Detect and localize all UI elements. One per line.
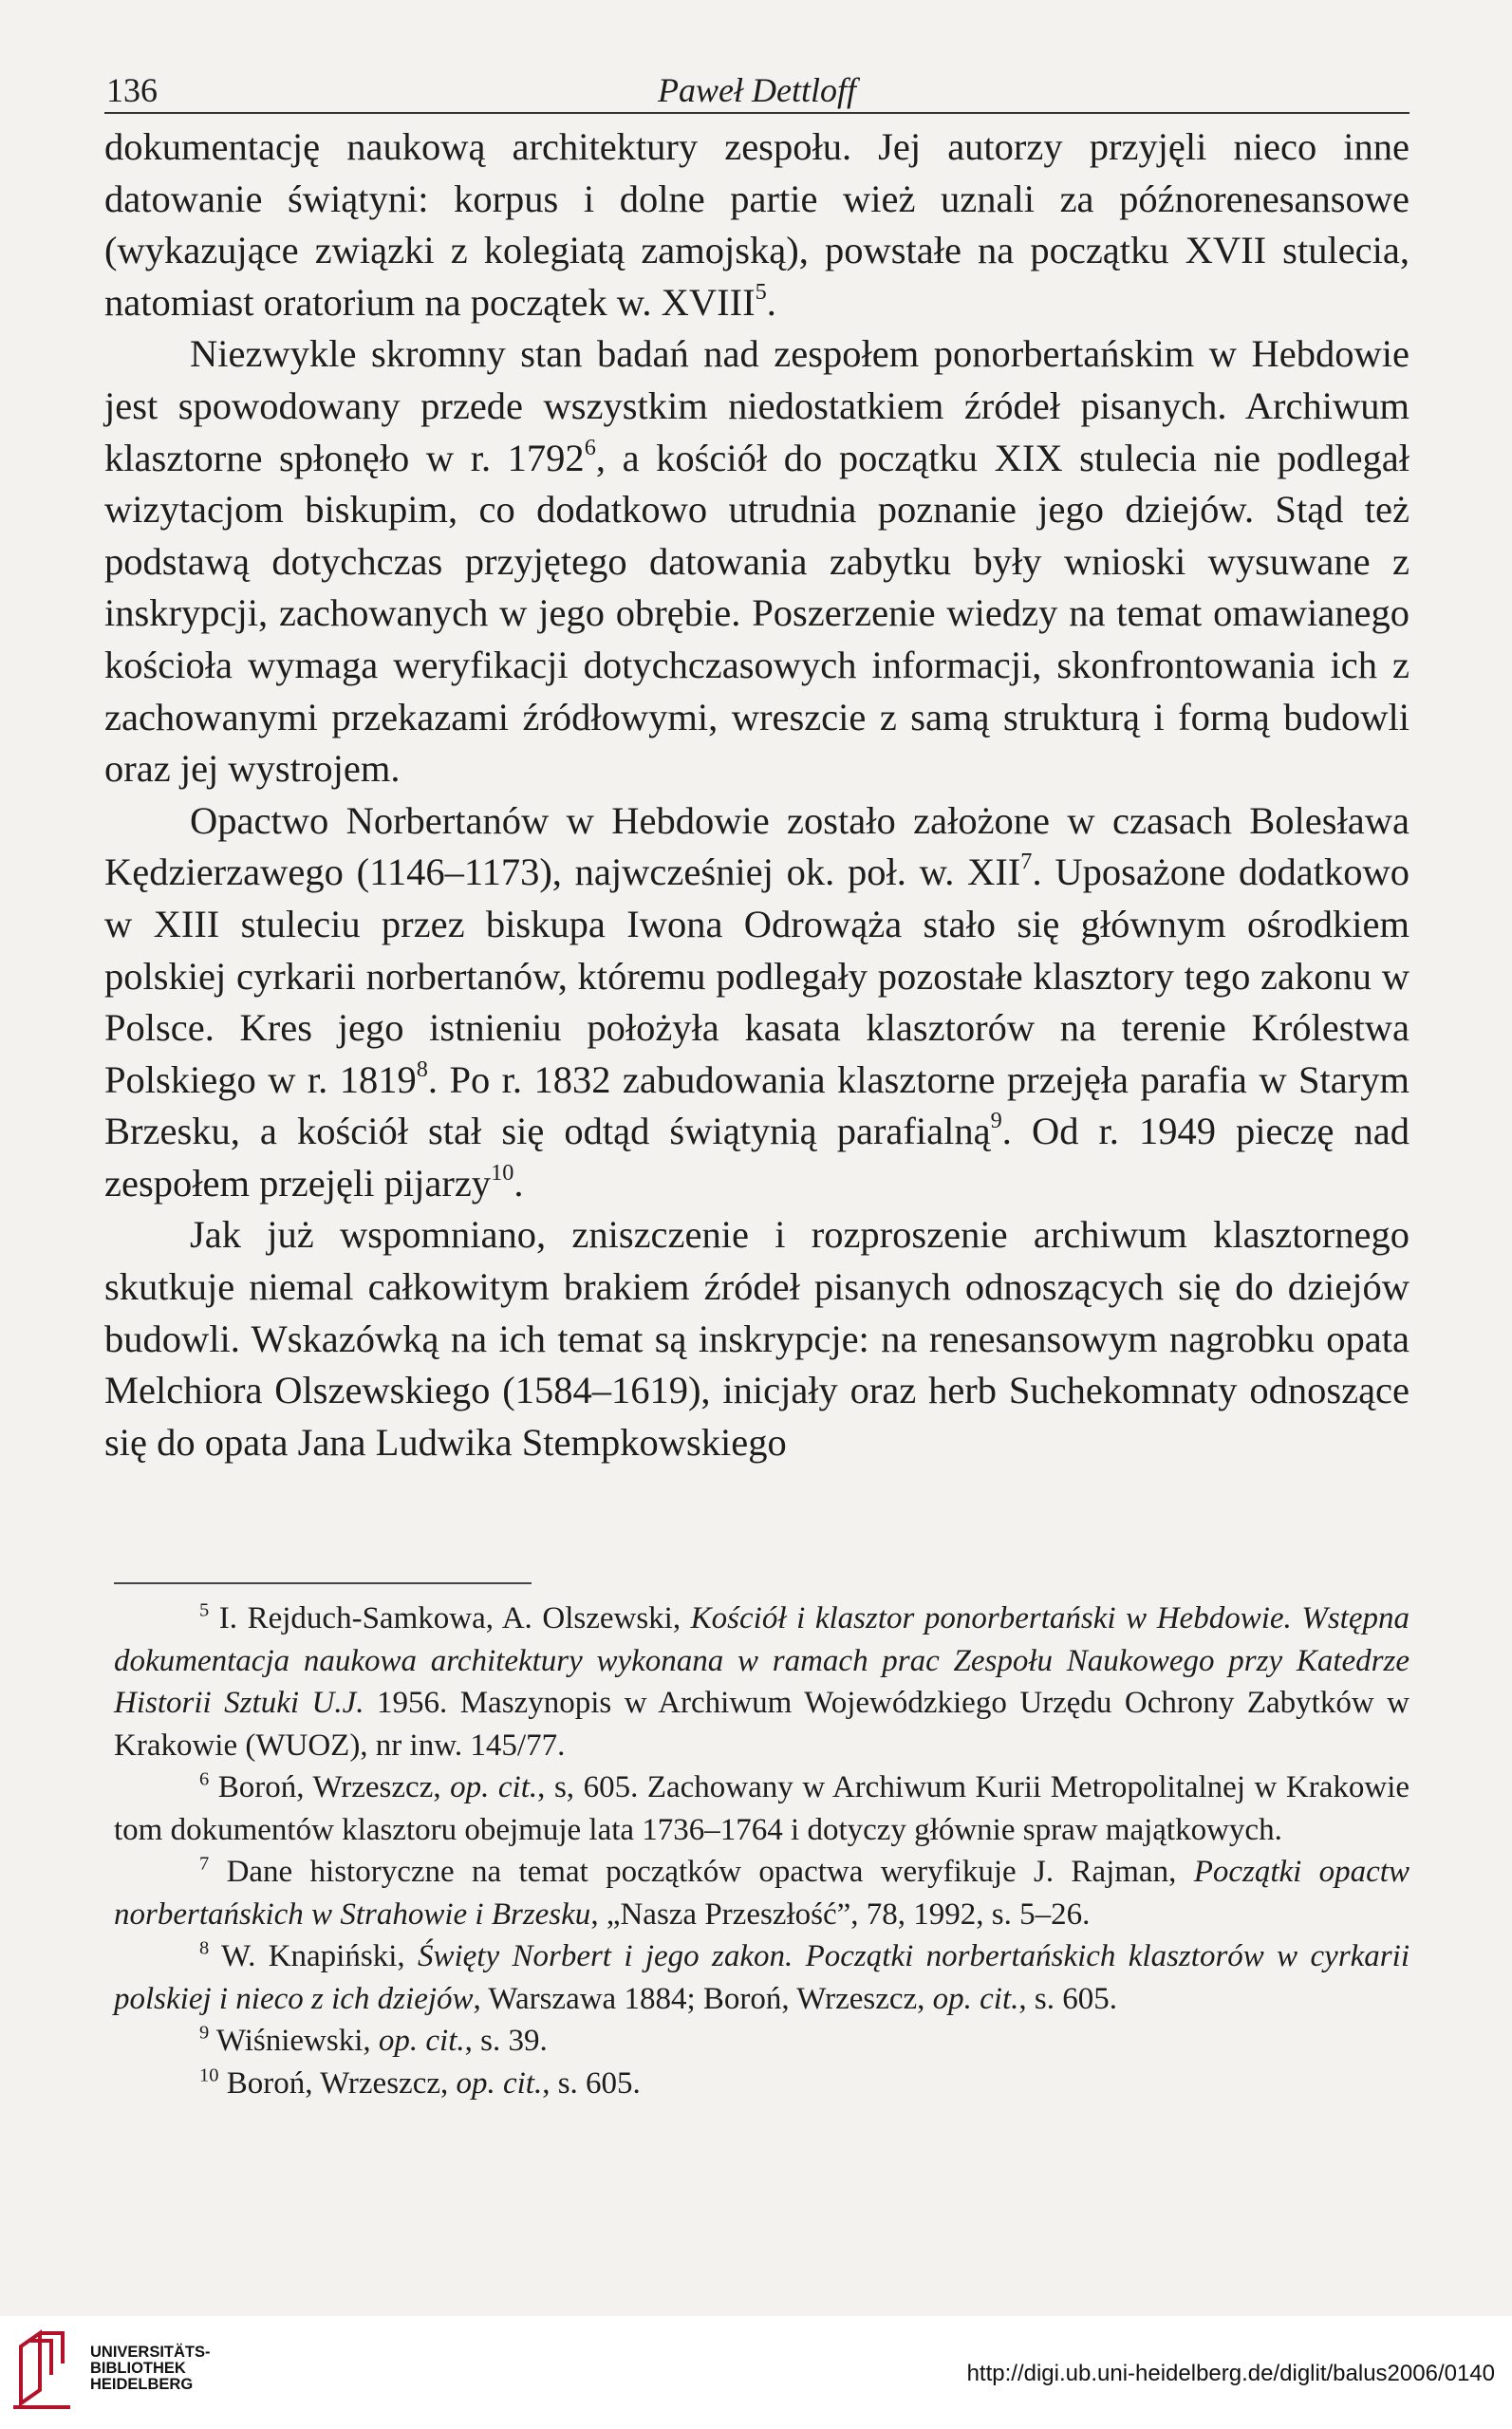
paragraph-text: . Od r. 1949 pieczę nad zespołem przejęli pijarzy bbox=[104, 1110, 1409, 1205]
footnote-ref: 7 bbox=[1020, 849, 1033, 875]
footnote bbox=[114, 1598, 1409, 1766]
paragraph-text: Jak już wspomniano, zniszczenie i rozproszenie archiwum klasztornego skutkuje niemal całkowitym brakiem źródeł pisanych odnoszących się do dziejów budowli. Wskazówką na ich temat są inskrypcje: na renesansowym nagrobku opata Melchiora Olszewskiego (1584–1619), inicjały oraz herb Suchekomnaty odnoszące się do opata Jana Ludwika Stempkowskiego bbox=[104, 1213, 1409, 1464]
paragraph-text: dokumentację naukową architektury zespołu. Jej autorzy przyjęli nieco inne datowanie świątyni: korpus i dolne partie wież uznali za późnorenesansowe (wykazujące związki z kolegiatą zamojską), powstałe na początku XVII stulecia, natomiast oratorium na początek w. XVIII bbox=[104, 125, 1409, 324]
footnote-ref: 9 bbox=[990, 1108, 1002, 1134]
footnote bbox=[114, 1766, 1409, 1851]
footnote-title: op. cit. bbox=[456, 2065, 543, 2101]
footnote-text: , „Nasza Przeszłość”, 78, 1992, s. 5–26. bbox=[590, 1896, 1091, 1932]
library-logo-icon bbox=[8, 2320, 79, 2410]
footnote-ref: 8 bbox=[416, 1056, 428, 1082]
page-number: 136 bbox=[106, 71, 158, 109]
footnote bbox=[114, 1935, 1409, 2020]
footnote-ref: 6 bbox=[584, 434, 596, 460]
footnote-separator bbox=[114, 1582, 532, 1584]
paragraph bbox=[104, 1209, 1409, 1468]
footnote bbox=[114, 2020, 1409, 2063]
footnote-title: Początki opactw norbertańskich w Strahowie i Brzesku bbox=[114, 1855, 1409, 1932]
paragraph bbox=[104, 795, 1409, 1210]
footnote-title: op. cit. bbox=[378, 2024, 465, 2058]
library-name-line: BIBLIOTHEK bbox=[90, 2360, 186, 2377]
footnote-text: , Warszawa 1884; Boroń, Wrzeszcz, bbox=[473, 1981, 933, 2016]
footnote-title: op. cit. bbox=[450, 1770, 538, 1804]
footnote-title: op. cit. bbox=[932, 1981, 1019, 2016]
source-url-link[interactable]: http://digi.ub.uni-heidelberg.de/diglit/balus2006/0140 bbox=[966, 2361, 1495, 2386]
footnote bbox=[114, 2063, 1409, 2105]
library-name-line: UNIVERSITÄTS- bbox=[90, 2344, 211, 2361]
footnote-text: W. Knapiński, bbox=[209, 1939, 418, 1973]
digitization-footer bbox=[0, 2316, 1512, 2429]
paragraph-text: . Po r. 1832 zabudowania klasztorne przejęła parafia w Starym Brzesku, a kościół stał się odtąd świątynią parafialną bbox=[104, 1057, 1409, 1153]
page-header bbox=[104, 65, 1409, 114]
footnote-text: I. Rejduch-Samkowa, A. Olszewski, bbox=[209, 1601, 691, 1635]
footnote-number: 9 bbox=[199, 2022, 210, 2044]
footnotes bbox=[114, 1598, 1409, 2104]
paragraph-text: . bbox=[513, 1161, 524, 1205]
footnote bbox=[114, 1851, 1409, 1935]
paragraph bbox=[104, 121, 1409, 328]
paragraph-text: . bbox=[766, 280, 776, 324]
footnote-number: 10 bbox=[199, 2065, 219, 2086]
body-text bbox=[104, 121, 1409, 1468]
paragraph-text: . Uposażone dodatkowo w XIII stuleciu przez biskupa Iwona Odrowąża stało się głównym ośrodkiem polskiej cyrkarii norbertanów, któremu podlegały pozostałe klasztory tego zakonu w Polsce. Kres jego istnieniu położyła kasata klasztorów na terenie Królestwa Polskiego w r. 1819 bbox=[104, 850, 1409, 1101]
footnote-text: 1956. Maszynopis w Archiwum Wojewódzkiego Urzędu Ochrony Zabytków w Krakowie (WUOZ), nr inw. 145/77. bbox=[114, 1686, 1410, 1763]
footnote-text: , s. 605. bbox=[542, 2065, 641, 2101]
paragraph-text: Opactwo Norbertanów w Hebdowie zostało założone w czasach Bolesława Kędzierzawego (1146–1173), najwcześniej ok. poł. w. XII bbox=[104, 798, 1409, 894]
footnote-text: , s, 605. Zachowany w Archiwum Kurii Metropolitalnej w Krakowie tom dokumentów klasztoru obejmuje lata 1736–1764 i dotyczy głównie spraw majątkowych. bbox=[114, 1770, 1410, 1847]
paragraph bbox=[104, 328, 1409, 794]
footnote-number: 6 bbox=[199, 1768, 210, 1790]
running-head: Paweł Dettloff bbox=[658, 71, 856, 109]
footnote-number: 7 bbox=[199, 1853, 210, 1875]
footnote-number: 8 bbox=[199, 1937, 210, 1959]
paragraph-text: Niezwykle skromny stan badań nad zespołem ponorbertańskim w Hebdowie jest spowodowany przede wszystkim niedostatkiem źródeł pisanych. Archiwum klasztorne spłonęło w r. 1792 bbox=[104, 332, 1409, 479]
footnote-text: Boroń, Wrzeszcz, bbox=[209, 1770, 451, 1804]
footnote-text: Wiśniewski, bbox=[209, 2024, 379, 2058]
footnote-number: 5 bbox=[199, 1599, 210, 1621]
footnote-text: Boroń, Wrzeszcz, bbox=[218, 2065, 457, 2101]
footnote-ref: 5 bbox=[755, 278, 767, 305]
footnote-title: Święty Norbert i jego zakon. Początki norbertańskich klasztorów w cyrkarii polskiej i nieco z ich dziejów bbox=[114, 1939, 1409, 2016]
footnote-text: , s. 39. bbox=[464, 2024, 548, 2058]
footnote-title: Kościół i klasztor ponorbertański w Hebdowie. Wstępna dokumentacja naukowa architektury wykonana w ramach prac Zespołu Naukowego przy Katedrze Historii Sztuki U.J. bbox=[114, 1601, 1409, 1720]
library-name-line: HEIDELBERG bbox=[90, 2376, 194, 2393]
footnote-ref: 10 bbox=[491, 1159, 514, 1186]
footnote-text: Dane historyczne na temat początków opactwa weryfikuje J. Rajman, bbox=[209, 1855, 1194, 1889]
library-name bbox=[90, 2345, 211, 2393]
paragraph-text: , a kościół do początku XIX stulecia nie podlegał wizytacjom biskupim, co dodatkowo utrudnia poznanie jego dziejów. Stąd też podstawą dotychczas przyjętego datowania zabytku były wnioski wysuwane z inskrypcji, zachowanych w jego obrębie. Poszerzenie wiedzy na temat omawianego kościoła wymaga weryfikacji dotychczasowych informacji, skonfrontowania ich z zachowanymi przekazami źródłowymi, wreszcie z samą strukturą i formą budowli oraz jej wystrojem. bbox=[104, 436, 1409, 791]
footnote-text: , s. 605. bbox=[1018, 1981, 1117, 2016]
